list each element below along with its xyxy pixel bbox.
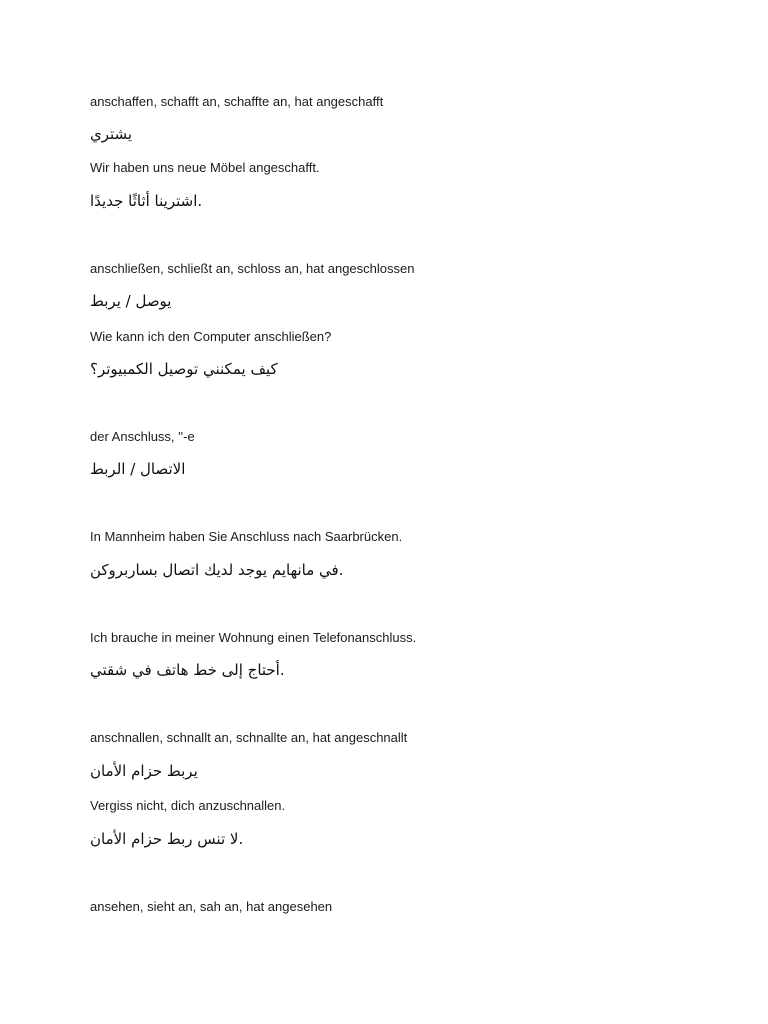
example-de-anschliessen: Wie kann ich den Computer anschließen?: [90, 329, 332, 344]
example-de-anschluss-1: In Mannheim haben Sie Anschluss nach Saarbrücken.: [90, 529, 403, 544]
headword-anschnallen: anschnallen, schnallt an, schnallte an, hat angeschnallt: [90, 730, 408, 745]
example-ar-anschnallen: .لا تنس ربط حزام الأمان: [90, 830, 244, 848]
translation-anschaffen: يشتري: [90, 125, 133, 143]
example-ar-anschaffen: .اشترينا أثاثًا جديدًا: [90, 192, 203, 210]
translation-anschliessen: يوصل / يربط: [90, 292, 172, 310]
example-de-anschnallen: Vergiss nicht, dich anzuschnallen.: [90, 798, 286, 813]
example-ar-anschliessen: كيف يمكنني توصيل الكمبيوتر؟: [90, 360, 278, 378]
example-ar-anschluss-2: .أحتاج إلى خط هاتف في شقتي: [90, 661, 285, 679]
example-ar-anschluss-1: .في مانهايم يوجد لديك اتصال بساربروكن: [90, 561, 344, 579]
headword-anschaffen: anschaffen, schafft an, schaffte an, hat angeschafft: [90, 94, 384, 109]
headword-anschliessen: anschließen, schließt an, schloss an, hat angeschlossen: [90, 261, 415, 276]
example-de-anschluss-2: Ich brauche in meiner Wohnung einen Telefonanschluss.: [90, 630, 417, 645]
headword-anschluss: der Anschluss, ''-e: [90, 429, 195, 444]
translation-anschnallen: يربط حزام الأمان: [90, 762, 198, 780]
translation-anschluss: الاتصال / الربط: [90, 460, 186, 478]
headword-ansehen: ansehen, sieht an, sah an, hat angesehen: [90, 899, 333, 914]
example-de-anschaffen: Wir haben uns neue Möbel angeschafft.: [90, 160, 320, 175]
